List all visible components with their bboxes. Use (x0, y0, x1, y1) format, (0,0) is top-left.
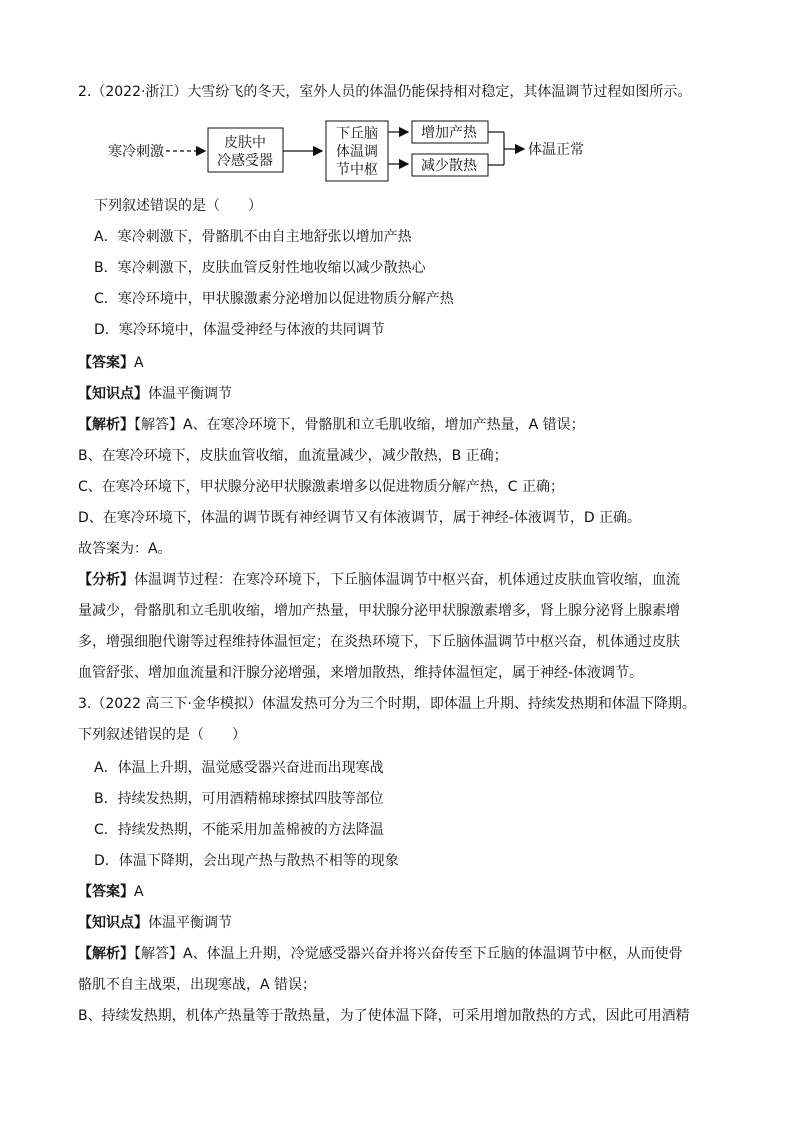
q3-option-c: C．持续发热期，不能采用加盖棉被的方法降温 (94, 822, 384, 838)
analysis-tag: 【解析】 (78, 946, 134, 962)
q2-option-c: C．寒冷环境中，甲状腺激素分泌增加以促进物质分解产热 (94, 291, 454, 307)
stimulus-label: 寒冷刺激 (108, 144, 164, 160)
q2-answer (78, 353, 144, 373)
q2-option-d: D．寒冷环境中，体温受神经与体液的共同调节 (94, 322, 385, 338)
q2-fenxi-line-3: 多，增强细胞代谢等过程维持体温恒定；在炎热环境下，下丘脑体温调节中枢兴奋，机体通过皮肤 (78, 634, 680, 650)
q3-stem-line-1: 3.（2022 高三下·金华模拟）体温发热可分为三个时期，即体温上升期、持续发热期和体温下降期。 (78, 696, 696, 712)
analysis-tag: 【解析】 (78, 417, 134, 433)
q2-knowledge (78, 384, 232, 404)
receptor-label-2: 冷感受器 (217, 153, 273, 169)
q3-option-b: B．持续发热期，可用酒精棉球擦拭四肢等部位 (94, 791, 384, 807)
analysis-text: 【解答】A、在寒冷环境下，骨骼肌和立毛肌收缩，增加产热量，A 错误； (134, 417, 585, 433)
answer-value: A (134, 884, 144, 900)
knowledge-tag: 【知识点】 (78, 386, 148, 402)
receptor-label-1: 皮肤中 (224, 135, 266, 151)
center-label-3: 节中枢 (336, 162, 378, 178)
q3-analysis-line-3: B、持续发热期，机体产热量等于散热量，为了使体温下降，可采用增加散热的方式，因此可用酒精 (78, 1008, 690, 1024)
q2-fenxi-line-2: 量减少，骨骼肌和立毛肌收缩，增加产热量，甲状腺分泌甲状腺激素增多，肾上腺分泌肾上腺素增 (78, 603, 680, 619)
q3-answer (78, 882, 144, 902)
q3-analysis-line-2: 骼肌不自主战栗，出现寒战，A 错误； (78, 977, 317, 993)
analysis-text: 【解答】A、体温上升期，冷觉感受器兴奋并将兴奋传至下丘脑的体温调节中枢，从而使骨 (134, 946, 683, 962)
q2-analysis-line-4: D、在寒冷环境下，体温的调节既有神经调节又有体液调节，属于神经-体液调节，D 正确。 (78, 510, 642, 526)
answer-value: A (134, 355, 144, 371)
q2-prompt: 下列叙述错误的是（ ） (94, 198, 262, 214)
center-label-2: 体温调 (336, 144, 378, 160)
out1-label: 增加产热 (421, 125, 477, 141)
q2-analysis-line-2: B、在寒冷环境下，皮肤血管收缩，血流量减少，减少散热，B 正确； (78, 448, 508, 464)
q2-stem: 2.（2022·浙江）大雪纷飞的冬天，室外人员的体温仍能保持相对稳定，其体温调节过程如图所示。 (78, 84, 692, 100)
center-label-1: 下丘脑 (336, 126, 378, 142)
q2-analysis-line-3: C、在寒冷环境下，甲状腺分泌甲状腺激素增多以促进物质分解产热，C 正确； (78, 479, 564, 495)
out2-label: 减少散热 (421, 158, 477, 174)
answer-tag: 【答案】 (78, 884, 134, 900)
q3-stem-line-2: 下列叙述错误的是（ ） (78, 727, 246, 743)
q2-fenxi-line-4: 血管舒张、增加血流量和汗腺分泌增强，来增加散热，维持体温恒定，属于神经-体液调节。 (78, 665, 644, 681)
fenxi-tag: 【分析】 (78, 572, 134, 588)
fenxi-text: 体温调节过程：在寒冷环境下，下丘脑体温调节中枢兴奋，机体通过皮肤血管收缩，血流 (134, 572, 680, 588)
knowledge-value: 体温平衡调节 (148, 386, 232, 402)
q2-option-b: B．寒冷刺激下，皮肤血管反射性地收缩以减少散热心 (94, 260, 426, 276)
q3-option-d: D．体温下降期，会出现产热与散热不相等的现象 (94, 853, 399, 869)
q2-analysis-line-5: 故答案为：A。 (78, 541, 172, 557)
answer-tag: 【答案】 (78, 355, 134, 371)
q2-option-a: A．寒冷刺激下，骨骼肌不由自主地舒张以增加产热 (94, 229, 412, 245)
q3-knowledge (78, 913, 232, 933)
q3-option-a: A．体温上升期，温觉感受器兴奋进而出现寒战 (94, 760, 384, 776)
q3-analysis-line-1 (78, 944, 683, 964)
knowledge-value: 体温平衡调节 (148, 915, 232, 931)
q2-flow-diagram (100, 116, 600, 186)
q2-analysis-line-1 (78, 415, 585, 435)
knowledge-tag: 【知识点】 (78, 915, 148, 931)
result-label: 体温正常 (528, 142, 584, 158)
q2-fenxi-line-1 (78, 570, 680, 590)
